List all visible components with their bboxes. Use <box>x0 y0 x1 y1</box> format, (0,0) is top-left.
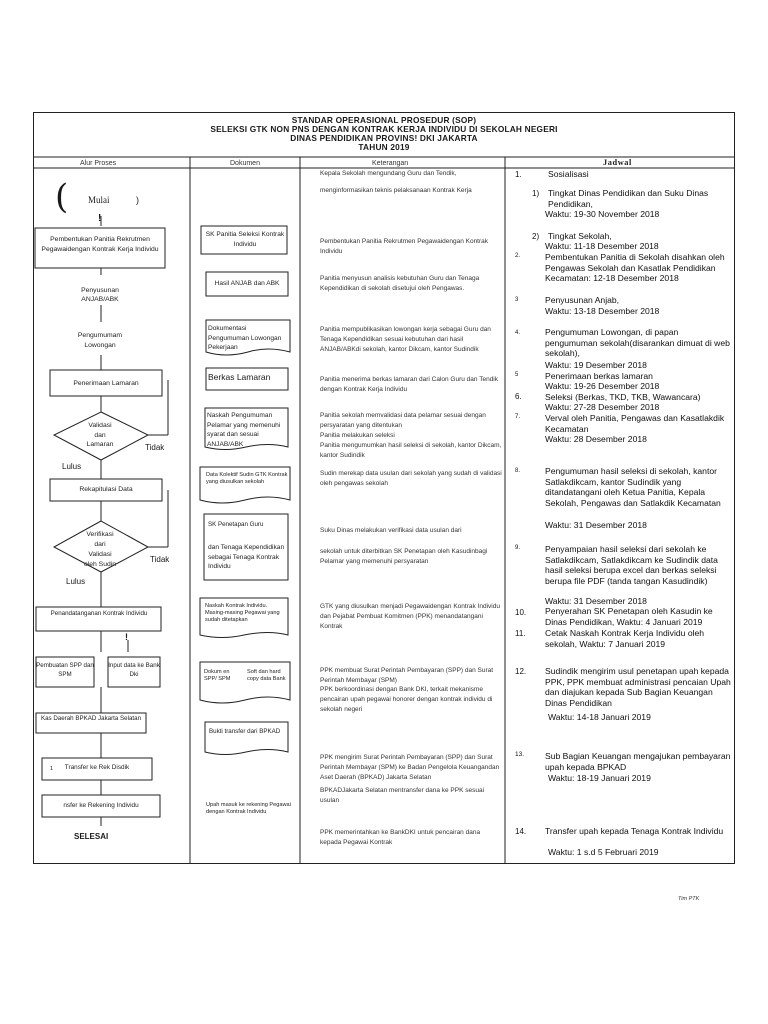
jadwal-text: Waktu: 27-28 Desember 2018 <box>545 402 660 412</box>
ket-bpkad-transfer: BPKADJakarta Selatan mentransfer dana ke PPK sesuai usulan <box>320 787 485 804</box>
jadwal-text: Waktu: 1 s.d 5 Februari 2019 <box>548 847 659 857</box>
jadwal-num: 2. <box>515 253 521 259</box>
step-pembuatan-spp: Pembuatan SPP dan SPM <box>36 662 94 678</box>
col-header-alur: Alur Proses <box>80 160 117 167</box>
sop-title-line-4: TAHUN 2019 <box>358 142 410 152</box>
step-penandatanganan: Penandatanganan Kontrak Individu <box>50 610 148 617</box>
decision-verifikasi-yes: Lulus <box>66 577 86 586</box>
decision-verifikasi-line3: Validasi <box>88 551 112 558</box>
jadwal-num: 9. <box>515 545 521 551</box>
footer-sign: Tim PTK <box>678 896 700 902</box>
ket-kepala-sekolah: Kepala Sekolah mengundang Guru dan Tendik, <box>320 170 457 177</box>
step-pembentukan-panitia: Pembentukan Panitia Rekrutmen Pegawaidengan Kontrak Kerja Individu <box>41 236 159 253</box>
doc-spp-spm: Dokum en SPP/ SPM <box>204 669 231 682</box>
doc-naskah-pengumuman: Naskah Pengumuman Pelamar yang memenuhi syarat dan sesuai ANJAB/ABK <box>207 412 281 448</box>
step-pengumuman-line2: Lowongan <box>84 342 116 349</box>
jadwal-text: Pengumuman Lowongan, di papan pengumuman sekolah(disarankan dimuat di web sekolah), <box>545 327 730 359</box>
step-penyusunan-line2: ANJAB/ABK <box>81 296 119 303</box>
decision-verifikasi-line2: dari <box>94 541 106 548</box>
step-input-bank: Input data ke Bank Dki <box>108 662 160 678</box>
step-penyusunan-line1: Penyusunan <box>81 287 119 294</box>
ket-tanda-tangan-kontrak: GTK yang diusulkan menjadi Pegawaidengan Kontrak Individu dan Pejabat Pembuat Komitmen (PPK) menandatangani Kontrak <box>320 603 500 630</box>
doc-data-kolektif: Data Kolektif Sudin GTK Kontrak yang diusulkan sekolah <box>206 472 288 485</box>
ket-buat-spp: PPK membuat Surat Perintah Pembayaran (SPP) dan Surat Perintah Membayar (SPM) <box>320 667 494 684</box>
decision-validasi-no: Tidak <box>145 443 165 452</box>
doc-bukti-transfer: Bukti transfer dari BPKAD <box>209 728 281 735</box>
jadwal-num: 11. <box>515 629 526 638</box>
ket-umumkan-hasil: Panitia mengumumkan hasil seleksi di sekolah, kantor Dikcam, kantor Sudindik <box>320 442 502 459</box>
jadwal-text: Tingkat Sekolah, <box>548 231 612 241</box>
start-mark: ! <box>98 213 102 224</box>
sop-title-line-2: SELEKSI GTK NON PNS DENGAN KONTRAK KERJA INDIVIDU DI SEKOLAH NEGERI <box>210 124 558 134</box>
transfer-step-number: 1 <box>50 766 54 772</box>
jadwal-text: Cetak Naskah Kontrak Kerja Individu oleh sekolah, Waktu: 7 Januari 2019 <box>545 628 705 649</box>
decision-validasi-line1: Validasi <box>88 422 112 429</box>
decision-verifikasi-no: Tidak <box>150 555 170 564</box>
ket-informasi-teknis: menginformasikan teknis pelaksanaan Kontrak Kerja <box>320 187 472 194</box>
jadwal-text: Tingkat Dinas Pendidikan dan Suku Dinas Pendidikan, <box>548 188 709 209</box>
ket-sk-penetapan: sekolah untuk diterbitkan SK Penetapan oleh Kasudinbagi Pelamar yang memenuhi persyaratan <box>320 548 488 565</box>
jadwal-text: Penyampaian hasil seleksi dari sekolah ke Satlakdikcam, Satlakdikcam ke Sudindik data hasil seleksi berupa excel dan berkas seleksi berupa file PDF (tanda tangan Kasudindik) <box>545 544 718 586</box>
jadwal-text: Penyerahan SK Penetapan oleh Kasudin ke Dinas Pendidikan, Waktu: 4 Januari 2019 <box>545 606 713 627</box>
jadwal-num: 14. <box>515 827 527 836</box>
ket-seleksi: Panitia melakukan seleksi <box>320 432 395 439</box>
ket-analisis-kebutuhan: Panitia menyusun analisis kebutuhan Guru dan Tenaga Kependidikan di sekolah disetujui oleh Pengawas. <box>320 275 480 292</box>
decision-verifikasi-line4: oleh Sudin <box>83 561 117 568</box>
jadwal-num: 7. <box>515 414 521 420</box>
doc-sk-panitia: SK Panitia Seleksi Kontrak Individu <box>205 231 285 248</box>
jadwal-text: Sub Bagian Keuangan mengajukan pembayaran upah kepada BPKAD <box>545 751 731 772</box>
jadwal-num: 2) <box>532 232 540 241</box>
jadwal-text: Waktu: 18-19 Januari 2019 <box>548 773 651 783</box>
jadwal-text: Sudindik mengirim usul penetapan upah kepada PPK, PPK membuat administrasi pencaian Upah dan diajukan kepada Sub Bagian Keuangan Dinas Pendidikan <box>545 666 731 708</box>
doc-dokumentasi-pengumuman: Dokumentasi Pengumuman Lowongan Pekerjaan <box>208 325 282 352</box>
jadwal-text: Sosialisasi <box>548 169 589 179</box>
jadwal-num: 8. <box>515 468 521 474</box>
ket-koordinasi-bank: PPK berkoordinasi dengan Bank DKI, terkait mekanisme pencairan upah pegawai honorer dengan kontrak individu di sekolah negeri <box>320 686 493 713</box>
ket-pencairan-dana: PPK memerintahkan ke BankDKI untuk pencairan dana kepada Pegawai Kontrak <box>320 829 481 846</box>
jadwal-text: Waktu: 28 Desember 2018 <box>545 434 647 444</box>
doc-sk-penetapan: SK Penetapan Guru <box>208 521 264 528</box>
jadwal-num: 3 <box>515 297 519 303</box>
jadwal-text: Waktu: 11-18 Desember 2018 <box>545 241 659 251</box>
jadwal-num: 4. <box>515 330 521 336</box>
jadwal-text: Transfer upah kepada Tenaga Kontrak Individu <box>545 826 724 836</box>
step-rekapitulasi: Rekapitulasi Data <box>79 486 133 493</box>
penandatanganan-mark: ! <box>125 632 128 642</box>
jadwal-text: Waktu: 31 Desember 2018 <box>545 596 647 606</box>
step-transfer-disdik: Transfer ke Rek Disdik <box>64 764 130 771</box>
ket-rekap-sudin: Sudin merekap data usulan dari sekolah yang sudah di validasi oleh pengawas sekolah <box>320 470 502 487</box>
decision-validasi-line2: dan <box>94 432 106 439</box>
jadwal-text: Waktu: 31 Desember 2018 <box>545 520 647 530</box>
start-paren-right: ) <box>136 195 139 205</box>
doc-naskah-kontrak: Naskah Kontrak Individu. Masing-masing Pegawai yang sudah ditetapkan <box>205 603 280 623</box>
step-pengumuman-line1: Pengumumam <box>77 332 123 339</box>
ket-publikasi-lowongan: Panitia mempublikasikan lowongan kerja sebagai Guru dan Tenaga Kependidikan sesuai kebutuhan dari hasil ANJAB/ABKdi sekolah, kantor Dikcam, kantor Sudindik <box>320 326 491 353</box>
doc-tenaga-kontrak: dan Tenaga Kependidikan sebagai Tenaga Kontrak Individu <box>208 544 285 571</box>
ket-validasi-pelamar: Panitia sekolah memvalidasi data pelamar sesuai dengan persyaratan yang ditentukan <box>320 412 486 429</box>
doc-hasil-anjab: Hasil ANJAB dan ABK <box>214 280 280 287</box>
ket-kirim-spp-bpkad: PPK mengirim Surat Perintah Pembayaran (SPP) dan Surat Perintah Membayar (SPM) ke Badan Pengelola Keuangandan Aset Daerah (BPKAD) Jakarta Selatan <box>320 754 500 781</box>
sop-title-line-3: DINAS PENDIDIKAN PROVINS! DKI JAKARTA <box>290 133 478 143</box>
doc-upah-masuk: Upah masuk ke rekening Pegawai dengan Kontrak Individu <box>206 802 291 815</box>
jadwal-text: Verval oleh Panitia, Pengawas dan Kasatlakdik Kecamatan <box>545 413 725 434</box>
start-paren-left: ( <box>55 177 69 217</box>
jadwal-num: 1. <box>515 170 522 179</box>
col-header-keterangan: Keterangan <box>372 160 409 167</box>
decision-validasi-yes: Lulus <box>62 462 82 471</box>
step-kas-daerah: Kas Daerah BPKAD Jakarta Selatan <box>40 715 142 722</box>
jadwal-text: Waktu: 19-26 Desember 2018 <box>545 381 660 391</box>
jadwal-num: 6. <box>515 392 522 401</box>
col-header-dokumen: Dokumen <box>230 160 260 167</box>
start-label: Mulai <box>88 195 110 205</box>
jadwal-text: Waktu: 13-18 Desember 2018 <box>545 306 660 316</box>
ket-verifikasi-sudin: Suku Dinas melakukan verifikasi data usulan dari <box>320 527 462 534</box>
jadwal-num: 1) <box>532 189 540 198</box>
jadwal-text: Pembentukan Panitia di Sekolah disahkan oleh Pengawas Sekolah dan Kasatlak Pendidikan Kecamatan: 12-18 Desember 2018 <box>545 252 725 284</box>
doc-soft-hard-copy: Soft dan hard copy data Bank <box>247 669 286 682</box>
jadwal-num: 5 <box>515 372 519 378</box>
jadwal-text: Penerimaan berkas lamaran <box>545 371 653 381</box>
ket-pembentukan-panitia: Pembentukan Panitia Rekrutmen Pegawaidengan Kontrak Individu <box>320 238 489 255</box>
decision-validasi-line3: Lamaran <box>86 441 114 448</box>
doc-berkas-lamaran: Berkas Lamaran <box>208 372 271 382</box>
jadwal-text: Waktu: 19 Desember 2018 <box>545 360 647 370</box>
jadwal-text: Waktu: 19-30 November 2018 <box>545 209 660 219</box>
jadwal-text: Seleksi (Berkas, TKD, TKB, Wawancara) <box>545 392 701 402</box>
decision-verifikasi-line1: Verifikasi <box>86 531 114 538</box>
col-header-jadwal: Jadwal <box>603 158 632 167</box>
jadwal-num: 12. <box>515 667 527 676</box>
jadwal-num: 13. <box>515 751 525 758</box>
jadwal-text: Penyusunan Anjab, <box>545 295 620 305</box>
sop-title-line-1: STANDAR OPERASIONAL PROSEDUR (SOP) <box>291 115 477 125</box>
step-transfer-rekening: nsfer ke Rekening Individu <box>63 802 139 809</box>
jadwal-num: 10. <box>515 608 527 617</box>
ket-terima-berkas: Panitia menerima berkas lamaran dari Calon Guru dan Tendik dengan Kontrak Kerja Individu <box>320 376 499 393</box>
jadwal-text: Pengumuman hasil seleksi di sekolah, kantor Satlakdikcam, kantor Sudindik yang ditandatangani oleh Ketua Panitia, Kepala Sekolah, Pengawas dan Satlakdik Kecamatan <box>545 466 721 508</box>
end-label: SELESAI <box>74 832 109 841</box>
jadwal-text: Waktu: 14-18 Januari 2019 <box>548 712 651 722</box>
step-penerimaan-lamaran: Penerimaan Lamaran <box>73 380 139 387</box>
